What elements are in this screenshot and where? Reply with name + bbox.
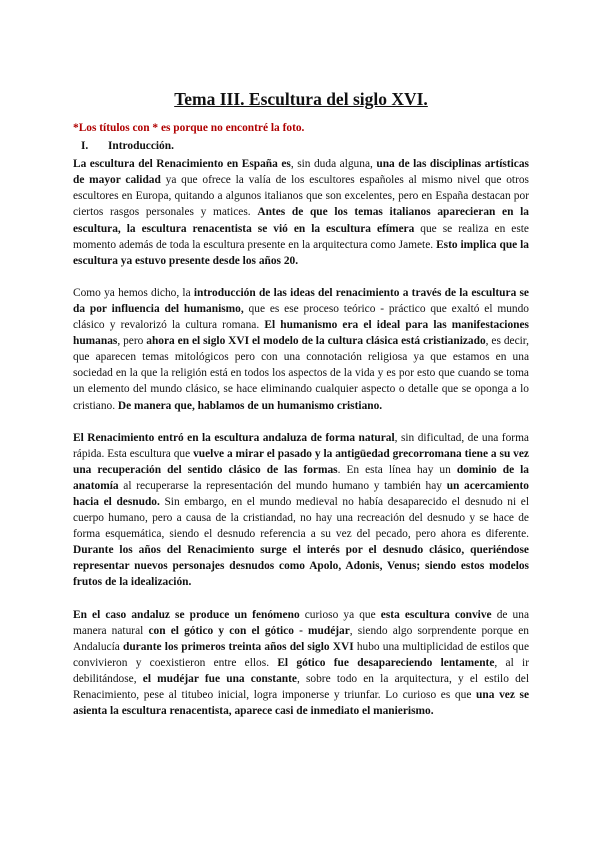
text-run: . En esta línea hay un: [337, 463, 457, 476]
bold-text-run: introducción de las ideas del renacimiento a través de la escultura se da por influencia del humanismo,: [73, 286, 529, 315]
bold-text-run: El Renacimiento entró en la escultura andaluza de forma natural: [73, 431, 395, 444]
text-run: de una manera natural: [73, 608, 529, 637]
text-run: , sin duda alguna,: [290, 158, 377, 171]
text-run: Como ya hemos dicho, la: [73, 286, 194, 299]
bold-text-run: una de las disciplinas artísticas de mayor calidad: [73, 158, 529, 187]
text-run: al recuperarse la representación del mundo humano y también hay: [118, 479, 447, 492]
text-run: que se realiza en este momento además de toda la escultura presente en la arquitectura como Jamete.: [73, 222, 529, 251]
bold-text-run: un acercamiento hacia el desnudo.: [73, 479, 529, 508]
text-run: , sobre todo en la arquitectura, y el estilo del Renacimiento, pese al titubeo inicial, logra imponerse y triunfar. Lo curioso es que: [73, 672, 529, 701]
text-run: , al ir debilitándose,: [73, 656, 529, 685]
bold-text-run: con el gótico y con el gótico - mudéjar: [148, 624, 350, 637]
paragraph: [73, 430, 529, 591]
bold-text-run: De manera que, hablamos de un humanismo cristiano.: [117, 399, 383, 412]
bold-text-run: En el caso andaluz se produce un fenómeno: [73, 608, 300, 621]
text-run: curioso ya que: [299, 608, 381, 621]
bold-text-run: vuelve a mirar el pasado y la antigüedad grecorromana tiene a su vez una recuperación del sentido clásico de las formas: [73, 447, 529, 476]
section-number: I.: [81, 140, 89, 153]
bold-text-run: esta escultura convive: [380, 608, 492, 621]
text-run: que es ese proceso teórico - práctico que exaltó el mundo clásico y revalorizó la cultura romana.: [73, 302, 529, 332]
bold-text-run: El gótico fue desapareciendo lentamente: [277, 656, 495, 669]
text-run: ya que ofrece la valía de los escultores españoles al mismo nivel que otros escultores en Europa, quitando a algunos italianos que son excelentes, pero en España destacan por ciertos rasgos personales y matices.: [73, 174, 529, 219]
document-page: [73, 88, 529, 735]
paragraph: [73, 285, 529, 414]
bold-text-run: ahora en el siglo XVI el modelo de la cultura clásica está cristianizado: [146, 335, 486, 348]
paragraph: [73, 156, 529, 269]
section-label: Introducción.: [108, 140, 174, 153]
bold-text-run: el mudéjar fue una constante: [142, 672, 297, 685]
text-run: , siendo algo sorprendente porque en Andalucía: [73, 624, 529, 653]
bold-text-run: El humanismo era el ideal para las manifestaciones humanas: [73, 319, 529, 348]
bold-text-run: La escultura del Renacimiento en España es: [73, 158, 291, 171]
paragraph: [73, 607, 529, 720]
section-heading: [73, 138, 529, 154]
bold-text-run: durante los primeros treinta años del siglo XVI: [123, 640, 354, 653]
bold-text-run: una vez se asienta la escultura renacentista, aparece casi de inmediato el manierismo.: [73, 689, 530, 718]
text-run: Sin embargo, en el mundo medieval no había desaparecido el desnudo ni el cuerpo humano, pero a causa de la cristiandad, no hay una recreación del desnudo y se hace de forma esquemática, siendo el desnudo referencia a su vez del pecado, pero ahora es diferente.: [73, 495, 530, 541]
note-line: *Los títulos con * es porque no encontré la foto.: [73, 122, 305, 134]
text-run: , sin dificultad, de una forma rápida. Esta escultura que: [73, 431, 529, 460]
text-run: hubo una multiplicidad de estilos que convivieron y coexistieron entre ellos.: [73, 640, 529, 669]
bold-text-run: Antes de que los temas italianos aparecieran en la escultura, la escultura renacentista se vió en la escultura efímera: [73, 206, 529, 235]
bold-text-run: Esto implica que la escultura ya estuvo presente desde los años 20.: [73, 238, 530, 267]
page-title: Tema III. Escultura del siglo XVI.: [174, 89, 428, 109]
bold-text-run: Durante los años del Renacimiento surge el interés por el desnudo clásico, queriéndose representar nuevos personajes desnudos como Apolo, Adonis, Venus; siendo estos modelos frutos de la idealización.: [73, 544, 529, 589]
text-run: , es decir, que aparecen temas mitológicos pero con una connotación religiosa ya que estamos en una sociedad en la que la religión está en todos los aspectos de la vida y es por esto que cuando se toma un elemento del mundo clásico, se hace eliminando cualquier aspecto o detalle que se oponga a lo cristiano.: [73, 335, 529, 412]
bold-text-run: dominio de la anatomía: [73, 463, 529, 492]
text-run: , pero: [117, 335, 147, 348]
